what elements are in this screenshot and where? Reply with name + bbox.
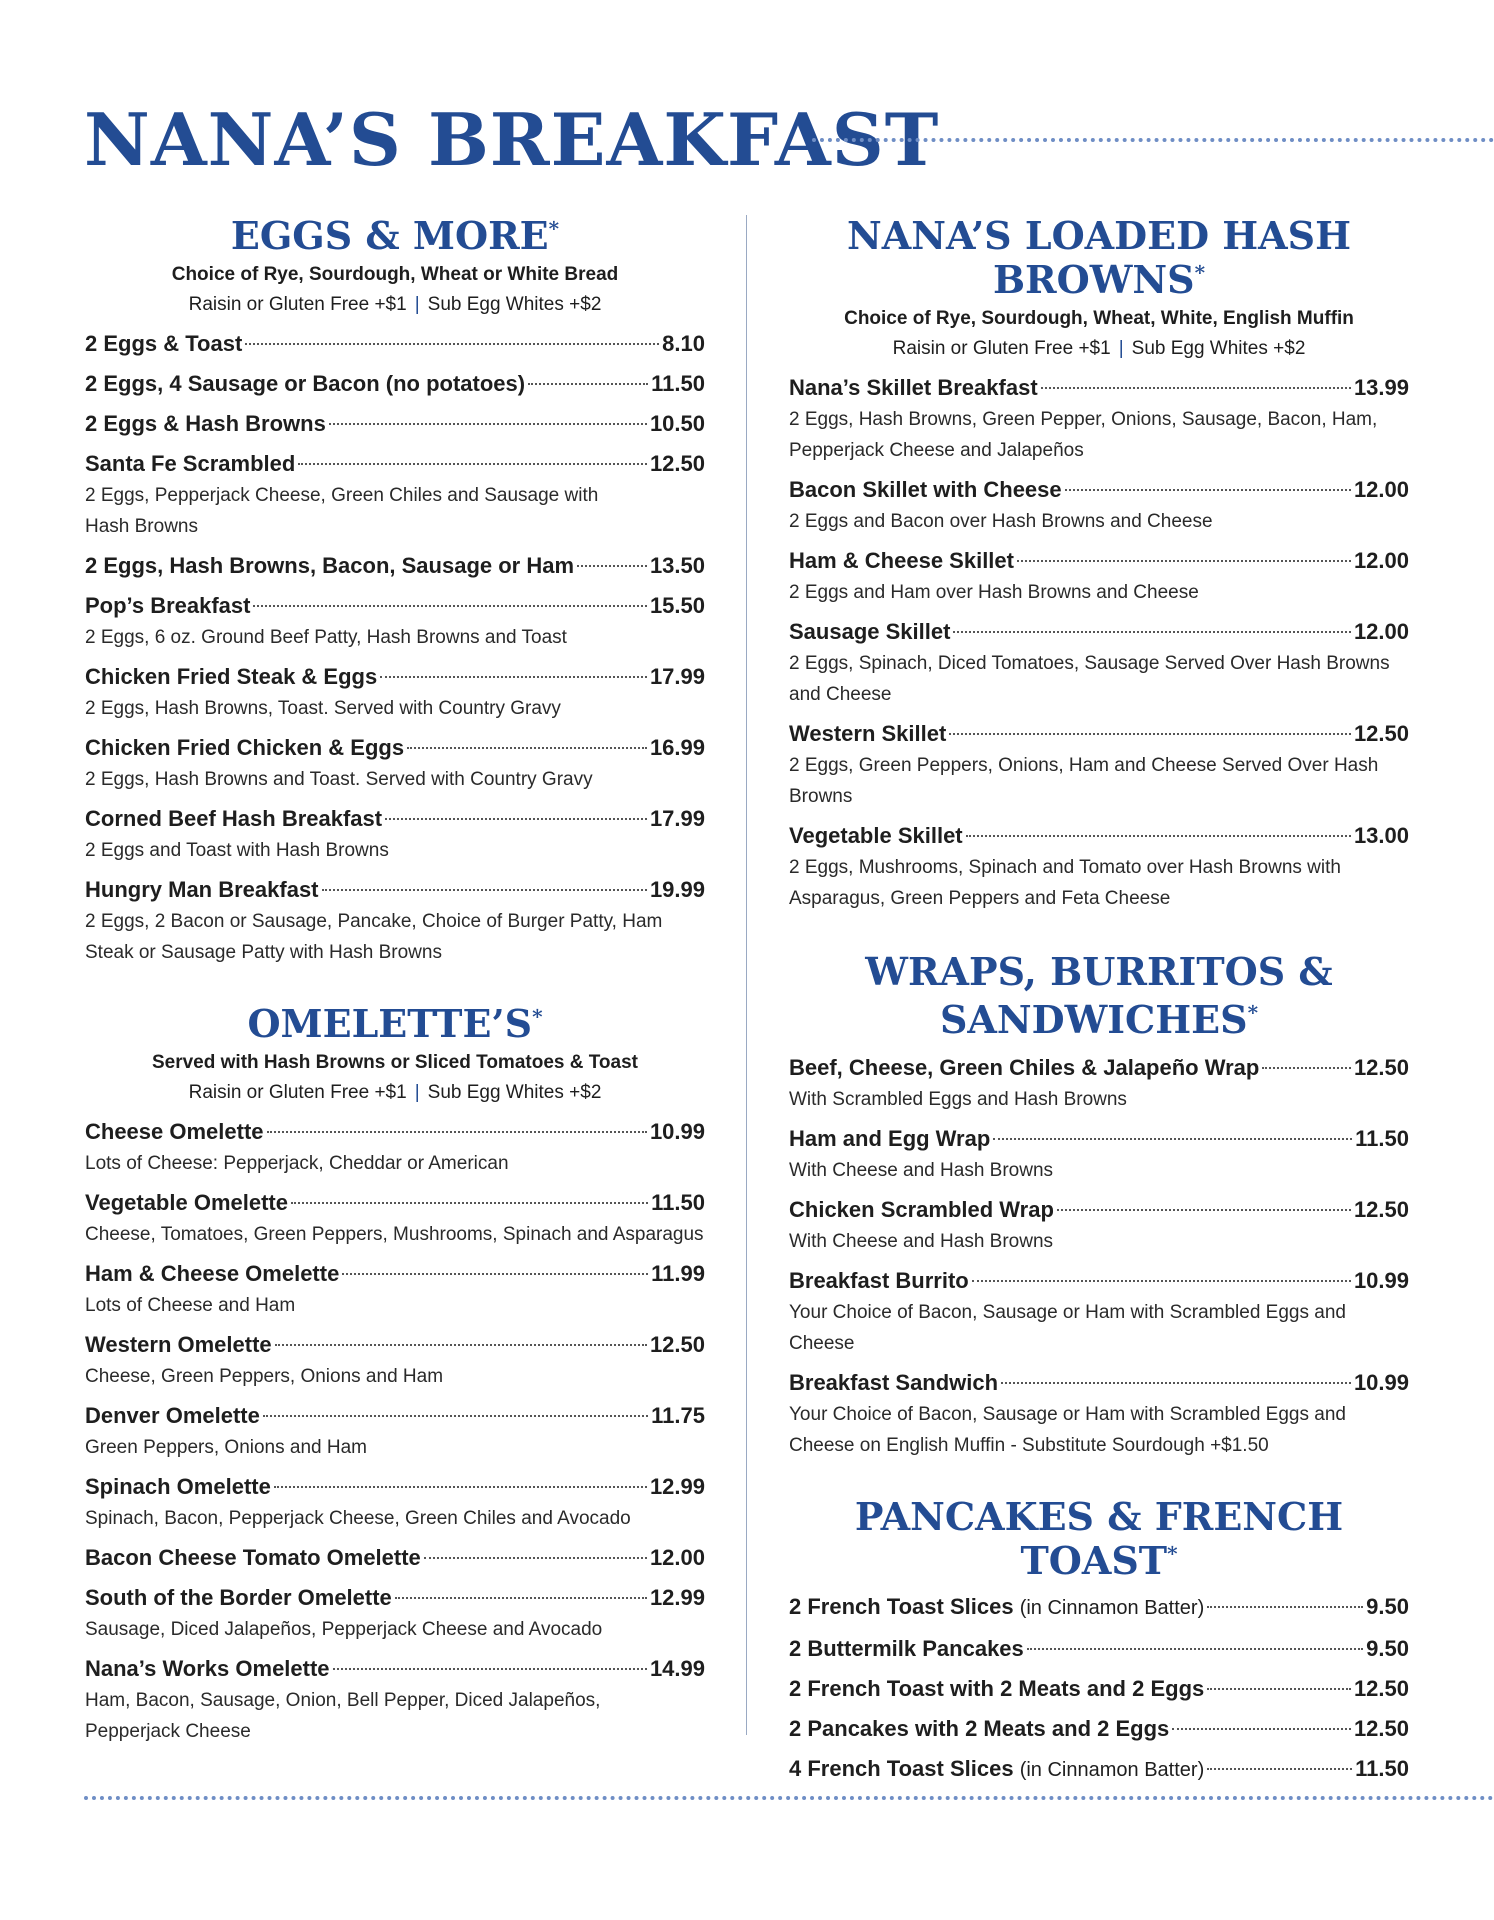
section-wraps-burritos-sandwiches xyxy=(789,948,1409,1461)
item-name xyxy=(789,1590,1204,1625)
section-note xyxy=(85,1078,705,1108)
menu-item xyxy=(789,1366,1409,1461)
note-egg-whites: Sub Egg Whites +$2 xyxy=(1131,338,1306,359)
menu-item xyxy=(85,367,705,400)
item-name: Bacon Cheese Tomato Omelette xyxy=(85,1545,421,1570)
item-description: With Cheese and Hash Browns xyxy=(789,1231,1054,1252)
menu-item xyxy=(85,1652,705,1747)
item-description: Sausage, Diced Jalapeños, Pepperjack Cheese and Avocado xyxy=(85,1619,603,1640)
section-title xyxy=(789,1495,1409,1583)
item-description: 2 Eggs and Bacon over Hash Browns and Cheese xyxy=(789,511,1213,532)
menu-items xyxy=(85,1115,705,1747)
title-dotted-rule xyxy=(812,138,1494,142)
item-name: Nana’s Works Omelette xyxy=(85,1656,330,1681)
item-description: 2 Eggs, Spinach, Diced Tomatoes, Sausage Served Over Hash Browns and Cheese xyxy=(789,653,1390,705)
menu-item xyxy=(789,1122,1409,1186)
item-name: Western Omelette xyxy=(85,1332,272,1357)
item-price: 10.99 xyxy=(649,1119,705,1144)
dot-leader xyxy=(253,605,646,607)
menu-item xyxy=(85,447,705,542)
section-title-line-1: WRAPS, BURRITOS & xyxy=(865,949,1333,994)
dot-leader xyxy=(380,676,647,678)
dot-leader xyxy=(385,818,647,820)
item-name: Beef, Cheese, Green Chiles & Jalapeño Wrap xyxy=(789,1055,1260,1080)
dot-leader xyxy=(333,1668,647,1670)
menu-item xyxy=(85,549,705,582)
dot-leader xyxy=(1262,1067,1351,1069)
dot-leader xyxy=(263,1415,648,1417)
item-price: 11.75 xyxy=(651,1403,705,1428)
item-name: Corned Beef Hash Breakfast xyxy=(85,806,383,831)
menu-item xyxy=(789,1752,1409,1787)
item-price: 12.99 xyxy=(649,1474,705,1499)
item-name: Nana’s Skillet Breakfast xyxy=(789,375,1038,400)
item-price: 12.00 xyxy=(649,1545,705,1570)
item-description: 2 Eggs, Mushrooms, Spinach and Tomato over Hash Browns with Asparagus, Green Peppers and Feta Cheese xyxy=(789,857,1341,909)
item-description: 2 Eggs and Toast with Hash Browns xyxy=(85,840,389,861)
dot-leader xyxy=(342,1273,648,1275)
item-description: Cheese, Tomatoes, Green Peppers, Mushrooms, Spinach and Asparagus xyxy=(85,1224,704,1245)
right-column xyxy=(789,214,1409,1821)
dot-leader xyxy=(1207,1606,1363,1608)
section-loaded-hash-browns xyxy=(789,214,1409,914)
menu-item xyxy=(789,1590,1409,1625)
dot-leader xyxy=(329,423,647,425)
item-name: Western Skillet xyxy=(789,721,947,746)
dot-leader xyxy=(1001,1382,1351,1384)
menu-item xyxy=(85,1186,705,1250)
item-price: 12.50 xyxy=(1353,1197,1409,1222)
section-pancakes-french-toast xyxy=(789,1495,1409,1787)
item-name: Pop’s Breakfast xyxy=(85,593,251,618)
menu-item xyxy=(85,1328,705,1392)
section-title xyxy=(789,948,1409,1044)
dot-leader xyxy=(577,565,647,567)
dot-leader xyxy=(322,889,647,891)
menu-items xyxy=(85,327,705,968)
dot-leader xyxy=(966,835,1351,837)
item-description: Cheese, Green Peppers, Onions and Ham xyxy=(85,1366,444,1387)
menu-item xyxy=(85,1399,705,1463)
item-name: Vegetable Skillet xyxy=(789,823,963,848)
asterisk: * xyxy=(1247,1000,1259,1025)
item-price: 11.50 xyxy=(651,371,705,396)
item-price: 10.99 xyxy=(1353,1370,1409,1395)
item-description: Lots of Cheese: Pepperjack, Cheddar or American xyxy=(85,1153,509,1174)
item-name: 2 French Toast with 2 Meats and 2 Eggs xyxy=(789,1676,1205,1701)
item-price: 12.99 xyxy=(649,1585,705,1610)
item-price: 10.50 xyxy=(649,411,705,436)
section-title-text: NANA’S LOADED HASH BROWNS xyxy=(847,213,1351,302)
item-price: 12.50 xyxy=(649,451,705,476)
item-name: Ham and Egg Wrap xyxy=(789,1126,991,1151)
menu-item xyxy=(85,802,705,866)
section-title xyxy=(789,214,1409,302)
item-description: 2 Eggs, 6 oz. Ground Beef Patty, Hash Browns and Toast xyxy=(85,627,567,648)
item-note: (in Cinnamon Batter) xyxy=(1019,1759,1205,1781)
item-price: 16.99 xyxy=(649,735,705,760)
item-name: Chicken Fried Steak & Eggs xyxy=(85,664,378,689)
item-name: Breakfast Sandwich xyxy=(789,1370,999,1395)
note-separator: | xyxy=(1118,338,1124,359)
item-price: 19.99 xyxy=(649,877,705,902)
item-description: 2 Eggs, Hash Browns, Green Pepper, Onions, Sausage, Bacon, Ham, Pepperjack Cheese and Jalapeños xyxy=(789,409,1378,461)
note-separator: | xyxy=(414,1082,420,1103)
item-name: 2 Eggs & Toast xyxy=(85,331,243,356)
dot-leader xyxy=(949,733,1351,735)
item-price: 9.50 xyxy=(1366,1636,1409,1661)
dot-leader xyxy=(1207,1688,1351,1690)
section-eggs-and-more xyxy=(85,214,705,968)
menu-item xyxy=(85,407,705,440)
item-price: 12.00 xyxy=(1353,619,1409,644)
item-price: 17.99 xyxy=(649,806,705,831)
menu-item xyxy=(789,1051,1409,1115)
item-price: 11.50 xyxy=(1355,1126,1409,1151)
menu-item xyxy=(85,660,705,724)
menu-item xyxy=(85,1257,705,1321)
note-egg-whites: Sub Egg Whites +$2 xyxy=(427,1082,602,1103)
dot-leader xyxy=(1017,560,1351,562)
section-title xyxy=(85,1002,705,1046)
menu-item xyxy=(789,473,1409,537)
menu-item xyxy=(85,327,705,360)
page-title: NANA’S BREAKFAST xyxy=(84,97,940,182)
item-price: 14.99 xyxy=(649,1656,705,1681)
item-price: 13.00 xyxy=(1353,823,1409,848)
dot-leader xyxy=(1065,489,1351,491)
menu-item xyxy=(789,717,1409,812)
menu-item xyxy=(789,1632,1409,1665)
item-description: 2 Eggs, 2 Bacon or Sausage, Pancake, Choice of Burger Patty, Ham Steak or Sausage Patty with Hash Browns xyxy=(85,911,663,963)
asterisk: * xyxy=(532,1004,543,1029)
item-description: Spinach, Bacon, Pepperjack Cheese, Green Chiles and Avocado xyxy=(85,1508,631,1529)
menu-item xyxy=(85,1470,705,1534)
item-name: Ham & Cheese Omelette xyxy=(85,1261,340,1286)
item-price: 11.50 xyxy=(651,1190,705,1215)
item-price: 12.50 xyxy=(1353,721,1409,746)
note-egg-whites: Sub Egg Whites +$2 xyxy=(427,294,602,315)
item-name xyxy=(789,1752,1204,1787)
dot-leader xyxy=(267,1131,647,1133)
dot-leader xyxy=(1172,1728,1351,1730)
item-price: 15.50 xyxy=(649,593,705,618)
item-name: 2 Eggs, Hash Browns, Bacon, Sausage or Ham xyxy=(85,553,575,578)
dot-leader xyxy=(1027,1648,1363,1650)
item-name: Cheese Omelette xyxy=(85,1119,264,1144)
dot-leader xyxy=(528,383,648,385)
item-price: 13.99 xyxy=(1353,375,1409,400)
section-title-line-2: SANDWICHES xyxy=(939,997,1248,1042)
menu-items xyxy=(789,1590,1409,1787)
menu-item xyxy=(85,589,705,653)
section-subtitle: Choice of Rye, Sourdough, Wheat, White, English Muffin xyxy=(844,308,1354,329)
item-name: Breakfast Burrito xyxy=(789,1268,969,1293)
item-price: 9.50 xyxy=(1366,1594,1409,1619)
asterisk: * xyxy=(1194,260,1206,285)
item-price: 13.50 xyxy=(649,553,705,578)
dot-leader xyxy=(298,463,647,465)
menu-item xyxy=(789,371,1409,466)
item-description: Green Peppers, Onions and Ham xyxy=(85,1437,367,1458)
menu-item xyxy=(85,873,705,968)
item-price: 12.00 xyxy=(1353,477,1409,502)
item-price: 8.10 xyxy=(662,331,705,356)
item-name: 2 Eggs, 4 Sausage or Bacon (no potatoes) xyxy=(85,371,526,396)
item-name: 2 Eggs & Hash Browns xyxy=(85,411,326,436)
menu-item xyxy=(85,1541,705,1574)
item-description: 2 Eggs, Hash Browns, Toast. Served with Country Gravy xyxy=(85,698,561,719)
item-description: Ham, Bacon, Sausage, Onion, Bell Pepper, Diced Jalapeños, Pepperjack Cheese xyxy=(85,1690,601,1742)
asterisk: * xyxy=(1167,1541,1178,1566)
item-name: Santa Fe Scrambled xyxy=(85,451,296,476)
dot-leader xyxy=(245,343,659,345)
menu-item xyxy=(789,544,1409,608)
item-name: Chicken Scrambled Wrap xyxy=(789,1197,1054,1222)
item-name: Ham & Cheese Skillet xyxy=(789,548,1014,573)
item-description: With Scrambled Eggs and Hash Browns xyxy=(789,1089,1127,1110)
item-name: Hungry Man Breakfast xyxy=(85,877,319,902)
item-description: 2 Eggs, Hash Browns and Toast. Served with Country Gravy xyxy=(85,769,593,790)
section-note xyxy=(789,334,1409,364)
item-price: 12.50 xyxy=(1353,1716,1409,1741)
item-price: 12.00 xyxy=(1353,548,1409,573)
item-name-text: 4 French Toast Slices xyxy=(789,1756,1014,1781)
menu-item xyxy=(789,615,1409,710)
dot-leader xyxy=(291,1202,648,1204)
section-title xyxy=(85,214,705,258)
menu-item xyxy=(789,819,1409,914)
item-name: 2 Pancakes with 2 Meats and 2 Eggs xyxy=(789,1716,1170,1741)
column-divider xyxy=(746,215,747,1735)
item-description: 2 Eggs and Ham over Hash Browns and Cheese xyxy=(789,582,1199,603)
item-price: 11.99 xyxy=(651,1261,705,1286)
dot-leader xyxy=(1041,387,1351,389)
item-description: 2 Eggs, Pepperjack Cheese, Green Chiles and Sausage with Hash Browns xyxy=(85,485,599,537)
dot-leader xyxy=(993,1138,1352,1140)
dot-leader xyxy=(424,1557,647,1559)
note-separator: | xyxy=(414,294,420,315)
item-price: 11.50 xyxy=(1355,1756,1409,1781)
note-gluten-free: Raisin or Gluten Free +$1 xyxy=(188,294,407,315)
menu-item xyxy=(789,1672,1409,1705)
section-subtitle: Choice of Rye, Sourdough, Wheat or White Bread xyxy=(171,264,619,285)
item-name: Vegetable Omelette xyxy=(85,1190,288,1215)
dot-leader xyxy=(274,1486,647,1488)
dot-leader xyxy=(275,1344,647,1346)
dot-leader xyxy=(953,631,1351,633)
menu-item xyxy=(789,1264,1409,1359)
section-title-text: OMELETTE’S xyxy=(247,1001,533,1046)
section-subtitle: Served with Hash Browns or Sliced Tomatoes & Toast xyxy=(151,1052,638,1073)
item-price: 17.99 xyxy=(649,664,705,689)
item-name-text: 2 French Toast Slices xyxy=(789,1594,1014,1619)
item-description: With Cheese and Hash Browns xyxy=(789,1160,1054,1181)
item-price: 12.50 xyxy=(1353,1676,1409,1701)
item-description: Your Choice of Bacon, Sausage or Ham with Scrambled Eggs and Cheese xyxy=(789,1302,1346,1354)
item-name: Bacon Skillet with Cheese xyxy=(789,477,1062,502)
dot-leader xyxy=(1057,1209,1351,1211)
menu-item xyxy=(789,1712,1409,1745)
item-name: Sausage Skillet xyxy=(789,619,951,644)
asterisk: * xyxy=(548,216,560,241)
item-description: Your Choice of Bacon, Sausage or Ham with Scrambled Eggs and Cheese on English Muffin - Substitute Sourdough +$1.50 xyxy=(789,1404,1346,1456)
dot-leader xyxy=(1207,1768,1352,1770)
item-description: 2 Eggs, Green Peppers, Onions, Ham and Cheese Served Over Hash Browns xyxy=(789,755,1379,807)
item-description: Lots of Cheese and Ham xyxy=(85,1295,296,1316)
item-name: Denver Omelette xyxy=(85,1403,260,1428)
item-name: Spinach Omelette xyxy=(85,1474,271,1499)
section-title-text: PANCAKES & FRENCH TOAST xyxy=(854,1494,1344,1583)
left-column xyxy=(85,214,705,1781)
note-gluten-free: Raisin or Gluten Free +$1 xyxy=(188,1082,407,1103)
menu-item xyxy=(789,1193,1409,1257)
item-price: 12.50 xyxy=(1353,1055,1409,1080)
menu-item xyxy=(85,1581,705,1645)
item-note: (in Cinnamon Batter) xyxy=(1019,1597,1205,1619)
item-name: Chicken Fried Chicken & Eggs xyxy=(85,735,405,760)
item-price: 10.99 xyxy=(1353,1268,1409,1293)
dot-leader xyxy=(972,1280,1351,1282)
section-note xyxy=(85,290,705,320)
dot-leader xyxy=(407,747,647,749)
section-omelettes xyxy=(85,1002,705,1747)
section-title-text: EGGS & MORE xyxy=(230,213,549,258)
menu-items xyxy=(789,1051,1409,1461)
menu-item xyxy=(85,1115,705,1179)
item-price: 12.50 xyxy=(649,1332,705,1357)
item-name: South of the Border Omelette xyxy=(85,1585,392,1610)
dot-leader xyxy=(395,1597,647,1599)
item-name: 2 Buttermilk Pancakes xyxy=(789,1636,1024,1661)
note-gluten-free: Raisin or Gluten Free +$1 xyxy=(892,338,1111,359)
menu-item xyxy=(85,731,705,795)
menu-items xyxy=(789,371,1409,914)
